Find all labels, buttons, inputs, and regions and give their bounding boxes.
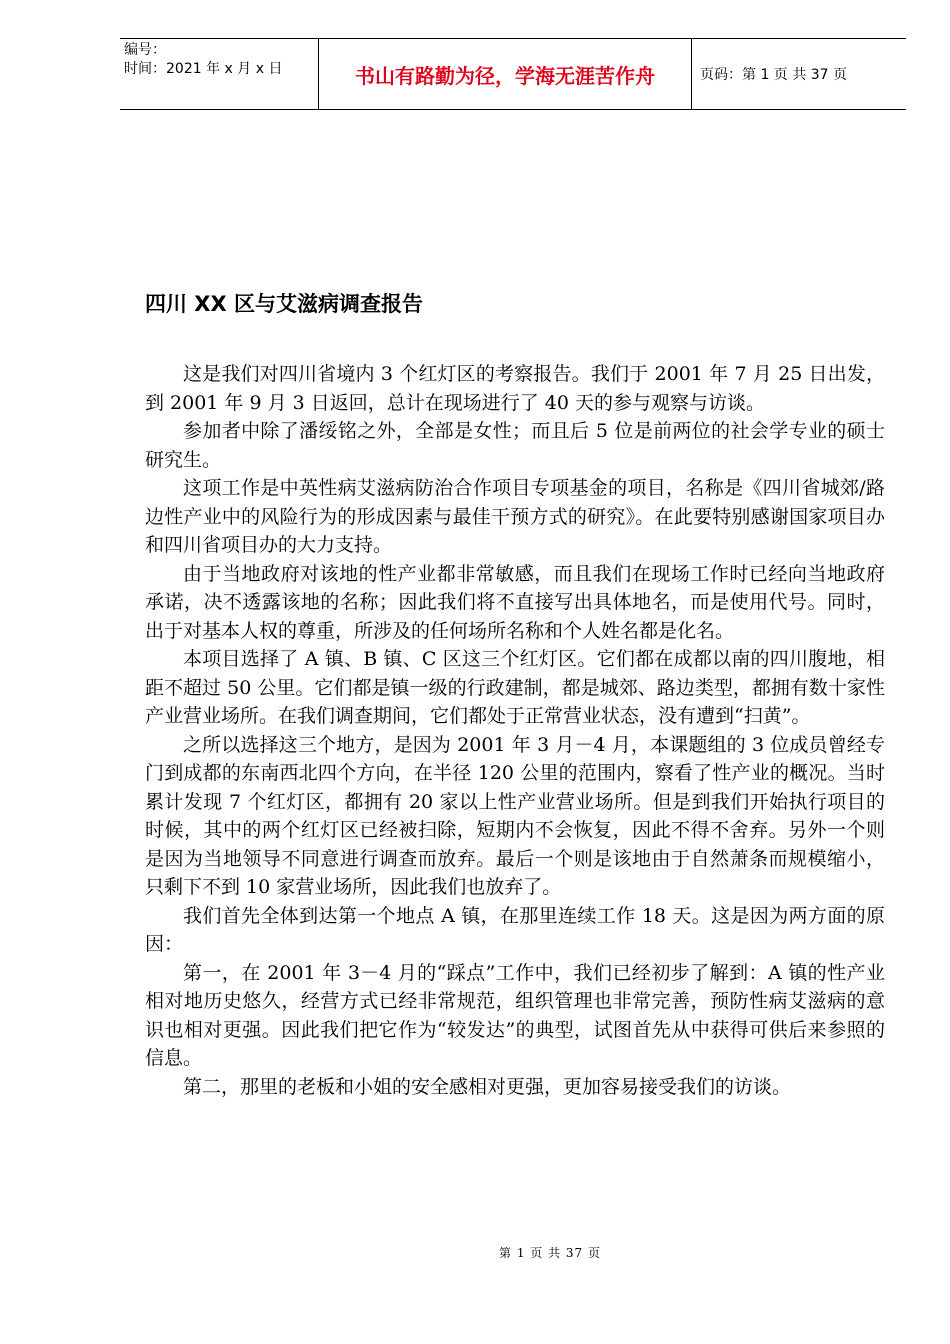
header-page-label: 页码：第 1 页 共 37 页 (700, 67, 847, 83)
header-meta (120, 39, 318, 109)
paragraph: 我们首先全体到达第一个地点 A 镇，在那里连续工作 18 天。这是因为两方面的原因： (145, 904, 885, 955)
paragraph: 这是我们对四川省境内 3 个红灯区的考察报告。我们于 2001 年 7 月 25 日出发，到 2001 年 9 月 3 日返回，总计在现场进行了 40 天的参与观察与访谈。 (145, 363, 885, 414)
document-number-label: 编号： (124, 42, 166, 58)
paragraph: 之所以选择这三个地方，是因为 2001 年 3 月－4 月，本课题组的 3 位成员曾经专门到成都的东南西北四个方向，在半径 120 公里的范围内，察看了性产业的概况。当时累计发现 7 个红灯区，都拥有 20 家以上性产业营业场所。但是到我们开始执行项目的时候，其中的两个红灯区已经被扫除，短期内不会恢复，因此不得不舍弃。另外一个则是因为当地领导不同意进行调查而放弃。最后一个则是该地由于自然萧条而规模缩小，只剩下不到 10 家营业场所，因此我们也放弃了。 (145, 733, 885, 898)
page-header (120, 38, 906, 110)
document-title: 四川 XX 区与艾滋病调查报告 (145, 292, 424, 316)
document-time-label: 时间：2021 年 x 月 x 日 (124, 61, 283, 77)
page-footer: 第 1 页 共 37 页 (499, 1246, 601, 1260)
paragraph: 第二，那里的老板和小姐的安全感相对更强，更加容易接受我们的访谈。 (183, 1075, 792, 1098)
paragraph: 本项目选择了 A 镇、B 镇、C 区这三个红灯区。它们都在成都以南的四川腹地，相距不超过 50 公里。它们都是镇一级的行政建制，都是城郊、路边类型，都拥有数十家性产业营业场所。在我们调查期间，它们都处于正常营业状态，没有遭到“扫黄”。 (145, 648, 885, 727)
paragraph: 这项工作是中英性病艾滋病防治合作项目专项基金的项目，名称是《四川省城郊/路边性产业中的风险行为的形成因素与最佳干预方式的研究》。在此要特别感谢国家项目办和四川省项目办的大力支持。 (145, 477, 885, 556)
paragraph: 由于当地政府对该地的性产业都非常敏感，而且我们在现场工作时已经向当地政府承诺，决不透露该地的名称；因此我们将不直接写出具体地名，而是使用代号。同时，出于对基本人权的尊重，所涉及的任何场所名称和个人姓名都是化名。 (145, 562, 885, 642)
header-motto: 书山有路勤为径，学海无涯苦作舟 (318, 39, 692, 109)
paragraph: 第一，在 2001 年 3－4 月的“踩点”工作中，我们已经初步了解到：A 镇的性产业相对地历史悠久，经营方式已经非常规范，组织管理也非常完善，预防性病艾滋病的意识也相对更强。因此我们把它作为“较发达”的典型，试图首先从中获得可供后来参照的信息。 (145, 961, 885, 1069)
document-body (145, 360, 885, 1101)
paragraph: 参加者中除了潘绥铭之外，全部是女性；而且后 5 位是前两位的社会学专业的硕士研究生。 (145, 420, 885, 471)
